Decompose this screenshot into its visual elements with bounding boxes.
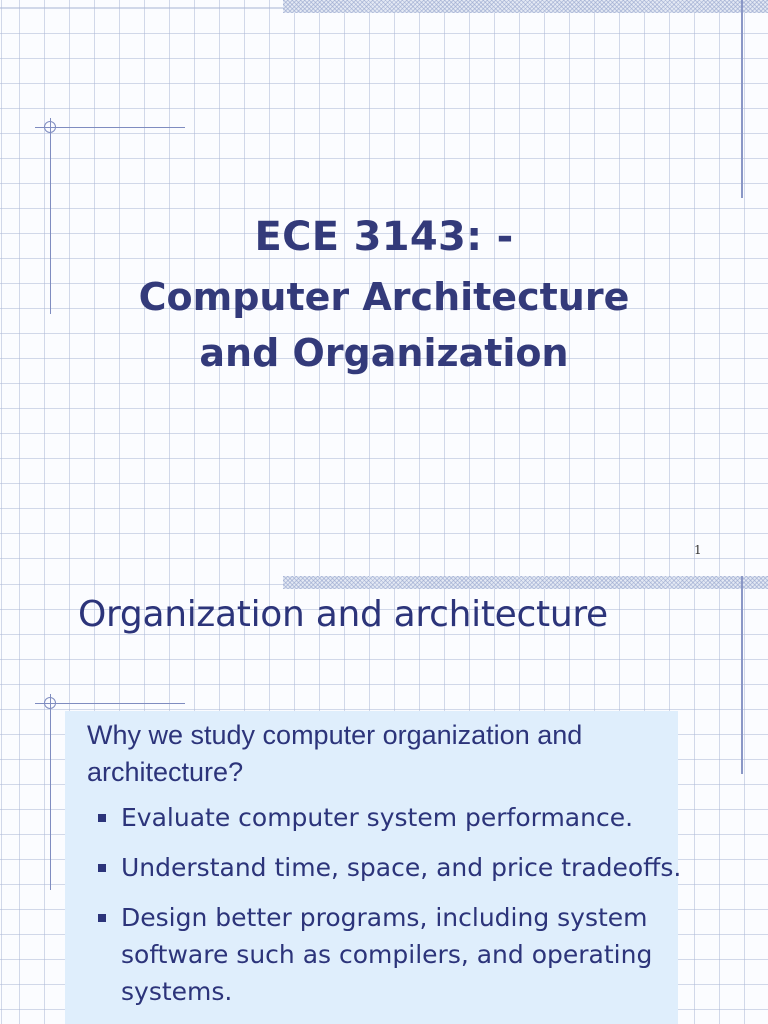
bullet-item xyxy=(87,849,682,886)
bullet-item xyxy=(87,899,682,1010)
bullet-text: Design better programs, including system software such as compilers, and operating systems. xyxy=(121,903,653,1006)
question-text: Why we study computer organization and architecture? xyxy=(87,720,583,787)
corner-vertical-rule xyxy=(50,118,51,314)
title-line-course-name: Computer Architecture xyxy=(138,275,630,319)
title-line-course-code: ECE 3143: - xyxy=(254,214,514,260)
slide-title xyxy=(60,205,708,381)
title-line-course-name-continued: and Organization xyxy=(199,331,569,375)
bullet-text: Understand time, space, and price tradeoffs. xyxy=(121,853,682,882)
right-vertical-rule xyxy=(741,576,743,774)
corner-vertical-rule xyxy=(50,694,51,890)
right-vertical-rule xyxy=(741,0,743,198)
bullet-list xyxy=(87,799,682,1023)
slide-2 xyxy=(0,576,768,1024)
corner-horizontal-rule xyxy=(35,703,185,704)
square-bullet-icon xyxy=(98,864,106,872)
top-decorative-band xyxy=(283,576,768,589)
bullet-item xyxy=(87,799,682,836)
square-bullet-icon xyxy=(98,814,106,822)
content-box xyxy=(65,711,682,1024)
circle-crosshair-icon xyxy=(44,697,56,709)
bullet-text: Evaluate computer system performance. xyxy=(121,803,634,832)
slide-number: 1 xyxy=(694,543,702,557)
circle-crosshair-icon xyxy=(44,121,56,133)
slide-title: Organization and architecture xyxy=(78,594,608,635)
square-bullet-icon xyxy=(98,914,106,922)
corner-horizontal-rule xyxy=(35,127,185,128)
top-decorative-band xyxy=(283,0,768,13)
